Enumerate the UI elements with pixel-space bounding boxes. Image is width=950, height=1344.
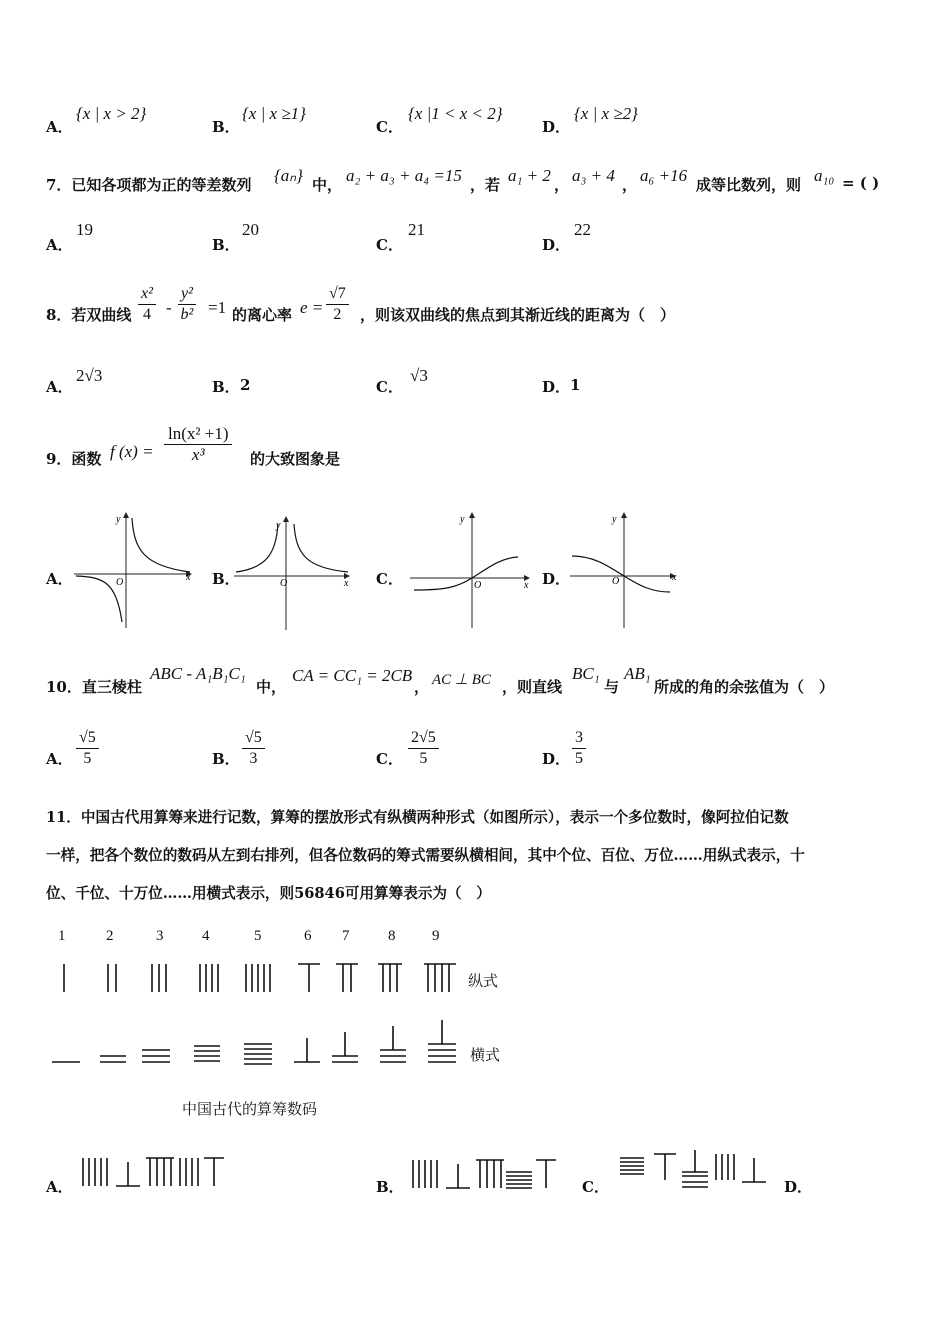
q7-option-c-label: C．: [376, 236, 403, 254]
q10-option-c-num: 2√5: [408, 728, 439, 749]
rod-digit-8: 8: [388, 928, 396, 944]
q10-option-c-frac: [408, 728, 439, 769]
q8-frac2: [178, 284, 196, 325]
q9-option-a-label: A．: [46, 570, 73, 588]
q11-line3: 位、千位、十万位……用横式表示，则56846可用算筹表示为（ ）: [46, 885, 491, 902]
q8-option-c-text: √3: [410, 366, 428, 385]
q7-tail: = ( ): [842, 174, 880, 192]
q10-line1: BC₁: [572, 664, 600, 683]
vertical-rods: [40, 960, 470, 996]
q9-stem: [46, 424, 906, 478]
q6-option-d-text: {x | x ≥2}: [574, 104, 638, 123]
rod-digit-4: 4: [202, 928, 210, 944]
q8-frac2-den: b²: [180, 306, 194, 323]
q10-option-a-den: 5: [83, 750, 92, 767]
q10-option-a-num: √5: [76, 728, 99, 749]
q10-tail: 所成的角的余弦值为（ ）: [654, 678, 835, 696]
q9-graph-c-origin: O: [474, 580, 482, 591]
rod-digit-3: 3: [156, 928, 164, 944]
q10-line2: AB₁: [624, 664, 651, 683]
q11-option-c-label: C．: [582, 1178, 609, 1196]
rod-digit-7: 7: [342, 928, 350, 944]
q9-graph-a-y-label: y: [116, 514, 121, 525]
q7-option-d-text: 22: [574, 220, 591, 239]
rod-digit-6: 6: [304, 928, 312, 944]
q7-eq: a₂ + a₃ + a₄ =15: [346, 166, 462, 185]
q7-seq: {aₙ}: [274, 166, 303, 185]
q8-stem: [46, 284, 906, 334]
q7-option-b-label: B．: [212, 236, 240, 254]
q9-graph-b: [234, 514, 354, 630]
q8-frac3-num: √7: [326, 284, 349, 305]
horizontal-label: 横式: [470, 1046, 501, 1064]
q6-option-d-label: D．: [542, 118, 571, 136]
q10-prism: ABC - A₁B₁C₁: [150, 664, 246, 683]
q10-option-b-den: 3: [249, 750, 258, 767]
q8-minus: -: [166, 298, 172, 317]
q10-option-b-label: B．: [212, 750, 240, 768]
q10-mid2: ，则直线: [502, 678, 563, 696]
q9-option-c-label: C．: [376, 570, 403, 588]
q10-option-b-num: √5: [242, 728, 265, 749]
q9-numerator: ln(x² +1): [164, 424, 232, 445]
q10-option-d-frac: [572, 728, 586, 769]
q8-option-a-text: 2√3: [76, 366, 103, 385]
q9-graph-a-x-label: x: [186, 572, 191, 583]
q7-stem: [46, 166, 906, 198]
q6-option-b-label: B．: [212, 118, 240, 136]
q10-option-c-den: 5: [419, 750, 428, 767]
q11-option-a-label: A．: [46, 1178, 73, 1196]
q8-mid: 的离心率: [232, 306, 293, 324]
rods-caption: 中国古代的算筹数码: [182, 1100, 318, 1118]
q10-option-b-frac: [242, 728, 265, 769]
q10-option-a-label: A．: [46, 750, 73, 768]
q10-with: 与: [604, 678, 620, 696]
q7-mid3: 成等比数列，则: [696, 176, 802, 194]
q11-line2: 一样，把各个数位的数码从左到右排列，但各位数码的筹式需要纵横相间，其中个位、百位、万位……用纵式表示，十: [46, 847, 805, 864]
q9-tail: 的大致图象是: [250, 450, 341, 468]
q9-fx: f (x) =: [110, 442, 154, 461]
q6-option-b-text: {x | x ≥1}: [242, 104, 306, 123]
q7-term3: a₆ +16: [640, 166, 688, 185]
q8-frac1: [138, 284, 156, 325]
q7-options: [46, 218, 906, 252]
q9-option-b-label: B．: [212, 570, 240, 588]
q8-tail: ，则该双曲线的焦点到其渐近线的距离为（ ）: [360, 306, 676, 324]
rod-digit-1: 1: [58, 928, 66, 944]
q11-option-d-label: D．: [784, 1178, 813, 1196]
q11-line1: 11．中国古代用算筹来进行记数，算筹的摆放形式有纵横两种形式（如图所示），表示一个多位数时，像阿拉伯记数: [46, 809, 789, 826]
q9-graph-c-y-label: y: [460, 514, 465, 525]
rod-digit-2: 2: [106, 928, 114, 944]
q10-option-c-label: C．: [376, 750, 403, 768]
horizontal-rods: [40, 1020, 470, 1066]
q11-option-c-rods: [618, 1150, 768, 1192]
q9-graph-d: [570, 510, 682, 628]
q7-comma1: ，: [554, 176, 570, 194]
q8-option-c-label: C．: [376, 378, 403, 396]
q7-mid1: 中，: [312, 176, 343, 194]
q7-option-a-label: A．: [46, 236, 73, 254]
q8-options: [46, 364, 906, 396]
q8-eq1: =1: [208, 298, 227, 317]
q10-option-d-den: 5: [575, 750, 583, 767]
q9-graph-c: [410, 510, 534, 628]
q7-mid2: ，若: [470, 176, 501, 194]
q7-term2: a₃ + 4: [572, 166, 615, 185]
q9-graph-b-x-label: x: [344, 578, 349, 589]
q7-option-b-text: 20: [242, 220, 259, 239]
counting-rods-figure: [40, 924, 520, 1124]
q9-denominator: x³: [191, 445, 205, 464]
q10-comma: ，: [414, 678, 430, 696]
q9-prefix: 9．函数: [46, 450, 102, 468]
q6-option-c-text: {x |1 < x < 2}: [408, 104, 503, 123]
q7-option-d-label: D．: [542, 236, 571, 254]
q6-options: [46, 100, 906, 136]
q10-option-a-frac: [76, 728, 99, 769]
q11-option-a-rods: [80, 1156, 230, 1190]
q10-options: [46, 728, 906, 776]
q9-graph-a: [74, 510, 196, 628]
q8-option-d-label: D．: [542, 378, 571, 396]
q10-eq: CA = CC₁ = 2CB: [292, 666, 413, 685]
q7-target: a₁₀: [814, 166, 835, 185]
q8-option-d-text: 1: [570, 376, 581, 394]
q6-option-a-text: {x | x > 2}: [76, 104, 147, 123]
q8-option-a-label: A．: [46, 378, 73, 396]
q7-option-a-text: 19: [76, 220, 93, 239]
q8-frac1-den: 4: [142, 306, 151, 323]
q9-graph-d-y-label: y: [612, 514, 617, 525]
q9-option-d-label: D．: [542, 570, 571, 588]
q9-graph-d-x-label: x: [672, 572, 677, 583]
q10-option-d-num: 3: [572, 728, 586, 749]
q9-graph-a-origin: O: [116, 577, 124, 588]
q11-option-b-rods: [410, 1158, 560, 1192]
q7-prefix: 7．已知各项都为正的等差数列: [46, 176, 252, 194]
q9-graph-d-origin: O: [612, 576, 620, 587]
q8-frac3-den: 2: [333, 306, 342, 323]
q8-frac1-num: x²: [138, 284, 156, 305]
q10-prefix: 10．直三棱柱: [46, 678, 142, 696]
q7-term1: a₁ + 2: [508, 166, 551, 185]
rod-digit-5: 5: [254, 928, 262, 944]
q8-frac3: [326, 284, 349, 325]
q9-frac: [164, 424, 232, 465]
q8-frac2-num: y²: [178, 284, 196, 305]
rod-digit-9: 9: [432, 928, 440, 944]
q10-perp: AC ⊥ BC: [432, 672, 491, 688]
vertical-label: 纵式: [468, 972, 499, 990]
q9-graph-b-y-label: y: [276, 520, 281, 531]
q6-option-a-label: A．: [46, 118, 73, 136]
q8-option-b-text: 2: [240, 376, 251, 394]
q11-option-b-label: B．: [376, 1178, 404, 1196]
q10-mid1: 中，: [256, 678, 287, 696]
q8-e: e =: [300, 298, 324, 317]
q7-option-c-text: 21: [408, 220, 425, 239]
q6-option-c-label: C．: [376, 118, 403, 136]
q9-graph-b-origin: O: [280, 578, 288, 589]
q10-option-d-label: D．: [542, 750, 571, 768]
q9-graph-c-x-label: x: [524, 580, 529, 591]
q8-prefix: 8．若双曲线: [46, 306, 132, 324]
q7-comma2: ，: [622, 176, 638, 194]
q10-stem: [46, 664, 906, 698]
q8-option-b-label: B．: [212, 378, 240, 396]
